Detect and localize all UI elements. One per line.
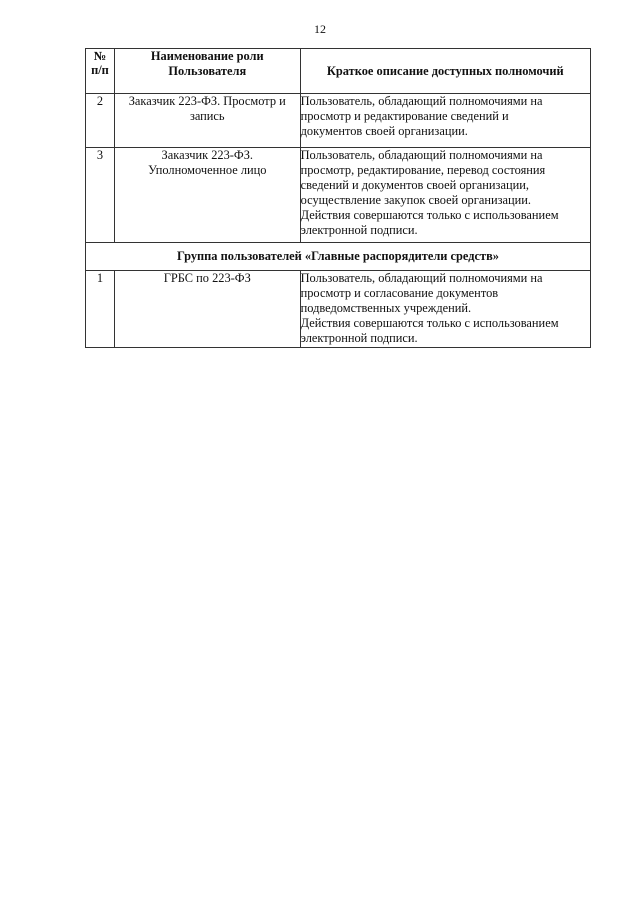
header-description: Краткое описание доступных полномочий xyxy=(300,49,590,94)
role-name xyxy=(114,271,300,348)
description-line: Действия совершаются только с использованием xyxy=(300,208,559,222)
header-role-name xyxy=(114,49,300,94)
description-line: Пользователь, обладающий полномочиями на xyxy=(300,148,543,162)
table-row xyxy=(86,271,591,348)
table-row xyxy=(86,94,591,148)
role-name-line: Уполномоченное лицо xyxy=(148,163,267,177)
group-title: Группа пользователей «Главные распорядители средств» xyxy=(86,243,591,271)
description-line: осуществление закупок своей организации. xyxy=(300,193,531,207)
description-line: просмотр и редактирование сведений и xyxy=(300,109,509,123)
table-header-row xyxy=(86,49,591,94)
header-number xyxy=(86,49,115,94)
role-description xyxy=(300,148,590,243)
description-line: сведений и документов своей организации, xyxy=(300,178,529,192)
roles-table xyxy=(85,48,591,348)
row-number: 2 xyxy=(86,94,115,148)
group-header-row xyxy=(86,243,591,271)
description-line: электронной подписи. xyxy=(300,223,418,237)
header-number-line: п/п xyxy=(91,63,109,77)
description-line: просмотр, редактирование, перевод состояния xyxy=(300,163,546,177)
row-number: 1 xyxy=(86,271,115,348)
header-number-line: № xyxy=(93,49,107,63)
page-number: 12 xyxy=(314,22,326,36)
role-name-line: Заказчик 223-ФЗ. xyxy=(161,148,254,162)
description-line: подведомственных учреждений. xyxy=(300,301,472,315)
description-line: документов своей организации. xyxy=(300,124,468,138)
role-description xyxy=(300,94,590,148)
role-name xyxy=(114,94,300,148)
role-description xyxy=(300,271,590,348)
row-number: 3 xyxy=(86,148,115,243)
role-name xyxy=(114,148,300,243)
role-name-line: ГРБС по 223-ФЗ xyxy=(163,271,251,285)
description-line: Действия совершаются только с использованием xyxy=(300,316,559,330)
description-line: Пользователь, обладающий полномочиями на xyxy=(300,94,543,108)
table-row xyxy=(86,148,591,243)
role-name-line: запись xyxy=(189,109,225,123)
header-role-name-line: Пользователя xyxy=(168,64,247,78)
role-name-line: Заказчик 223-ФЗ. Просмотр и xyxy=(128,94,286,108)
description-line: Пользователь, обладающий полномочиями на xyxy=(300,271,543,285)
description-line: электронной подписи. xyxy=(300,331,418,345)
description-line: просмотр и согласование документов xyxy=(300,286,499,300)
header-role-name-line: Наименование роли xyxy=(150,49,264,63)
